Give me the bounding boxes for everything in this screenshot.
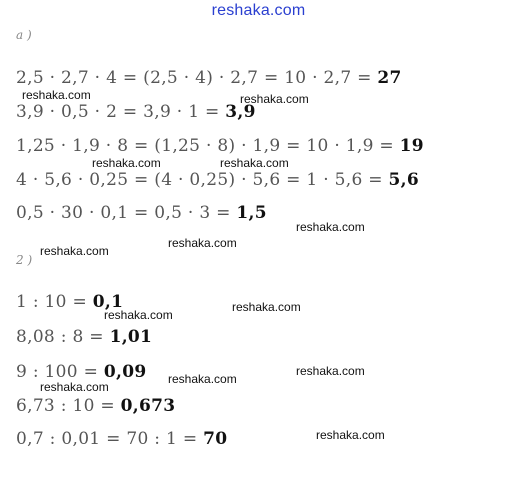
part-b-label: 2 ) xyxy=(16,253,33,267)
watermark: reshaka.com xyxy=(232,300,301,314)
header-watermark: reshaka.com xyxy=(211,2,306,19)
equation-expression: 0,5 · 30 · 0,1 = 0,5 · 3 = xyxy=(16,203,237,223)
equation-expression: 3,9 · 0,5 · 2 = 3,9 · 1 = xyxy=(16,102,226,122)
equation-expression: 0,7 : 0,01 = 70 : 1 = xyxy=(16,429,204,449)
equation-answer: 5,6 xyxy=(388,170,420,190)
equation-answer: 3,9 xyxy=(225,102,256,122)
equation-answer: 1,01 xyxy=(109,327,153,347)
watermark: reshaka.com xyxy=(296,220,365,234)
equation-row xyxy=(16,102,256,122)
equation-answer: 0,09 xyxy=(103,362,147,382)
watermark: reshaka.com xyxy=(220,156,289,170)
equation-row xyxy=(16,203,267,223)
watermark: reshaka.com xyxy=(316,428,385,442)
equation-answer: 0,673 xyxy=(120,396,176,416)
equation-expression: 8,08 : 8 = xyxy=(16,327,110,347)
part-a-label: а ) xyxy=(16,28,32,42)
watermark: reshaka.com xyxy=(240,92,309,106)
equation-expression: 1 : 10 = xyxy=(16,292,93,312)
equation-row xyxy=(16,327,152,347)
equation-answer: 70 xyxy=(203,429,228,449)
watermark: reshaka.com xyxy=(22,88,91,102)
equation-expression: 2,5 · 2,7 · 4 = (2,5 · 4) · 2,7 = 10 · 2,7 = xyxy=(16,68,378,88)
equation-row xyxy=(16,396,175,416)
equation-expression: 6,73 : 10 = xyxy=(16,396,121,416)
equation-row xyxy=(16,68,402,88)
equation-row xyxy=(16,136,424,156)
equation-expression: 9 : 100 = xyxy=(16,362,104,382)
equation-expression: 1,25 · 1,9 · 8 = (1,25 · 8) · 1,9 = 10 · 1,9 = xyxy=(16,136,400,156)
equation-answer: 1,5 xyxy=(236,203,267,223)
equation-row xyxy=(16,170,419,190)
watermark: reshaka.com xyxy=(168,372,237,386)
equation-answer: 0,1 xyxy=(92,292,124,312)
equation-answer: 19 xyxy=(399,136,424,156)
watermark: reshaka.com xyxy=(40,380,109,394)
equation-expression: 4 · 5,6 · 0,25 = (4 · 0,25) · 5,6 = 1 · 5,6 = xyxy=(16,170,389,190)
watermark: reshaka.com xyxy=(168,236,237,250)
watermark: reshaka.com xyxy=(92,156,161,170)
equation-row xyxy=(16,429,227,449)
equation-row xyxy=(16,362,146,382)
watermark: reshaka.com xyxy=(296,364,365,378)
watermark: reshaka.com xyxy=(104,308,173,322)
equation-answer: 27 xyxy=(377,68,402,88)
watermark: reshaka.com xyxy=(40,244,109,258)
